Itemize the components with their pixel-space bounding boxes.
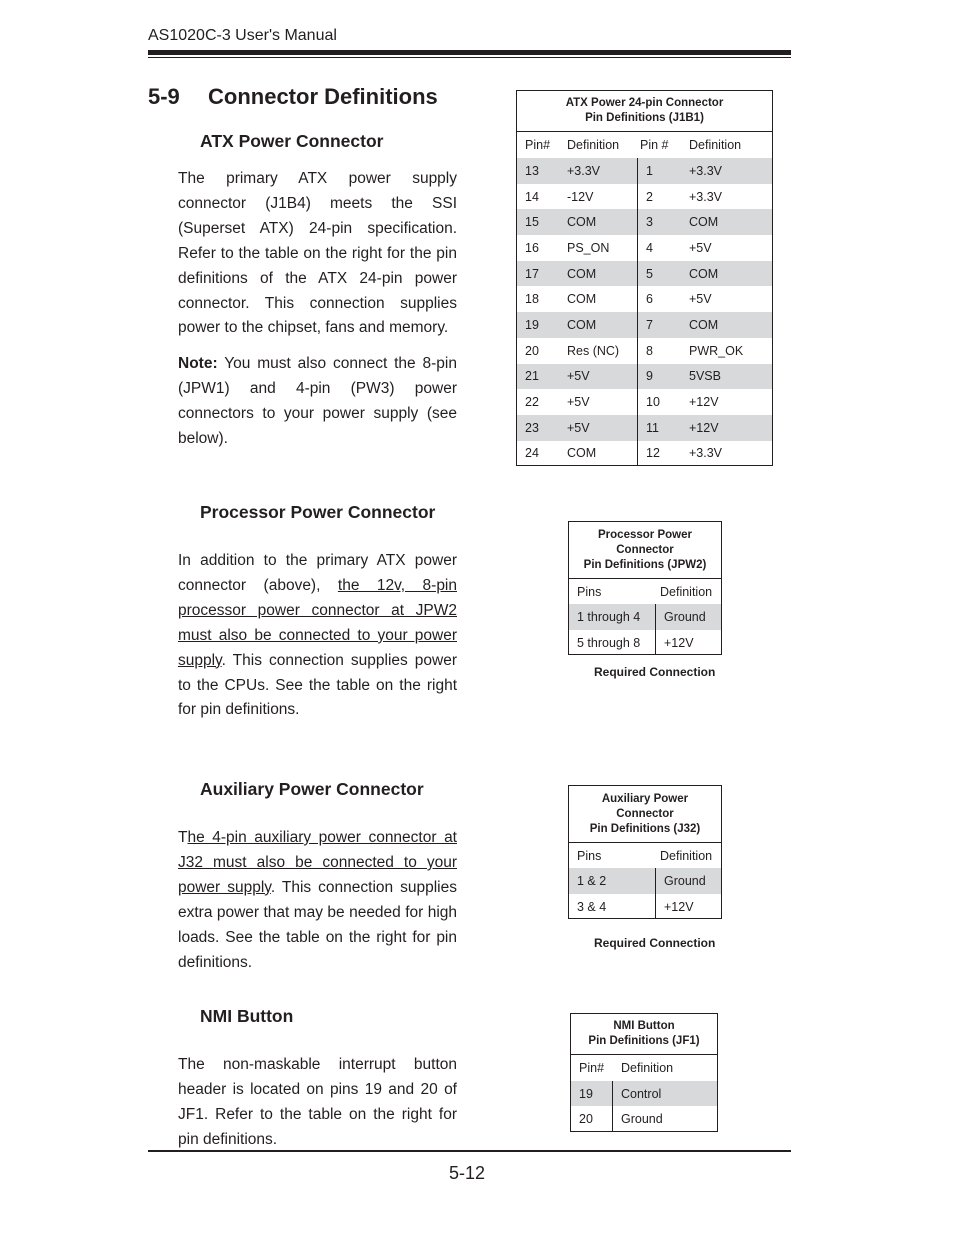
table-cell: +12V (664, 635, 694, 650)
auxiliary-heading: Auxiliary Power Connector (200, 779, 424, 799)
column-header: Definition (621, 1061, 674, 1075)
table-cell: -12V (559, 184, 638, 210)
table-cell: +12V (689, 420, 719, 435)
column-header: Definition (660, 584, 713, 599)
para-underlined: the 12v, 8-pin processor power connector at JPW2 must also be connected to your power supply (178, 576, 457, 669)
caption-line: Pin Definitions (J32) (589, 822, 701, 835)
column-header: Pin# (525, 138, 551, 152)
column-header: Pin# (579, 1061, 605, 1075)
table-cell: COM (559, 441, 638, 466)
column-header: Pins (577, 584, 602, 599)
table-row (569, 630, 721, 655)
para-text: In addition to the primary ATX power connector (above), (178, 552, 457, 594)
column-header: Definition (689, 138, 742, 152)
atx-note (178, 352, 457, 452)
table-cell: 7 (646, 317, 653, 332)
table-row (517, 158, 772, 184)
atx-paragraph: The primary ATX power supply connector (J1B4) meets the SSI (Superset ATX) 24-pin specification. Refer to the table on the right for the pin definitions of the ATX 24-pin power connector. This connection supplies power to the chipset, fans and memory. (178, 170, 457, 337)
table-row (517, 364, 772, 390)
table-cell: 21 (525, 369, 539, 384)
table-cell: 3 (646, 215, 653, 230)
table-cell: 14 (525, 189, 539, 204)
nmi-paragraph: The non-maskable interrupt button header is located on pins 19 and 20 of JF1. Refer to the table on the right for pin definitions. (178, 1056, 457, 1148)
caption-line: Auxiliary Power (601, 792, 689, 805)
table-cell: 5VSB (689, 369, 721, 384)
note-label: Note: (178, 355, 218, 372)
processor-paragraph (178, 549, 457, 723)
table-cell: 8 (646, 343, 653, 358)
page-number: 5-12 (449, 1163, 486, 1183)
table-cell: 17 (525, 266, 539, 281)
atx-table-caption (517, 91, 772, 132)
column-header: Definition (567, 138, 620, 152)
nmi-heading: NMI Button (200, 1006, 294, 1026)
table-cell: 19 (525, 317, 539, 332)
processor-heading: Processor Power Connector (200, 502, 436, 522)
caption-line: ATX Power 24-pin Connector (565, 97, 724, 109)
table-cell: 16 (525, 240, 539, 255)
table-header-row (569, 843, 721, 868)
table-cell: COM (559, 312, 638, 338)
table-row (517, 338, 772, 364)
auxiliary-pin-table (568, 785, 722, 919)
table-cell: COM (689, 266, 719, 281)
para-underlined: he 4-pin auxiliary power connector at J32 must also be connected to your power supply (178, 829, 457, 896)
para-text: . This connection supplies power to the CPUs. See the table on the right for pin definitions. (178, 651, 457, 719)
table-row (517, 441, 772, 466)
table-cell: +5V (689, 240, 712, 255)
table-cell: 24 (525, 446, 539, 461)
processor-table-caption (569, 522, 721, 579)
table-cell: 10 (646, 395, 660, 410)
table-cell: 11 (646, 420, 659, 435)
table-cell: 1 through 4 (569, 604, 656, 630)
table-row (569, 894, 721, 919)
table-cell: 9 (646, 369, 653, 384)
table-cell: PWR_OK (689, 343, 744, 358)
auxiliary-table-caption (569, 786, 721, 843)
para-text: . This connection supplies extra power that may be needed for high loads. See the table on the right for pin definitions. (178, 878, 457, 971)
table-cell: Ground (664, 874, 706, 888)
table-cell: Control (621, 1086, 662, 1101)
manual-title: AS1020C-3 User's Manual (148, 27, 337, 44)
caption-line: Pin Definitions (JF1) (588, 1035, 700, 1047)
section-title (148, 84, 438, 110)
table-row (517, 261, 772, 287)
auxiliary-required-note: Required Connection (594, 936, 716, 950)
table-cell: 1 (646, 163, 653, 178)
table-cell: 4 (646, 240, 653, 255)
table-row (571, 1081, 717, 1106)
table-row (517, 415, 772, 441)
table-cell: +5V (689, 292, 712, 307)
table-cell: 20 (525, 343, 539, 358)
table-cell: Ground (621, 1111, 663, 1126)
auxiliary-paragraph (178, 826, 457, 975)
section-number: 5-9 (148, 84, 180, 109)
table-cell: +5V (559, 415, 638, 441)
table-cell: 23 (525, 420, 539, 435)
table-row (517, 184, 772, 210)
footer-rule (148, 1150, 791, 1152)
processor-pin-table (568, 521, 722, 655)
table-cell: 2 (646, 189, 653, 204)
table-cell: 3 & 4 (569, 894, 656, 919)
atx-heading: ATX Power Connector (200, 131, 384, 151)
nmi-table-caption (571, 1014, 717, 1055)
para-text: T (178, 829, 188, 846)
table-cell: COM (689, 317, 719, 332)
column-header: Pins (577, 848, 602, 863)
table-row (517, 235, 772, 261)
table-row (517, 312, 772, 338)
table-cell: 22 (525, 395, 539, 410)
table-cell: PS_ON (559, 235, 638, 261)
table-cell: COM (559, 286, 638, 312)
table-cell: +3.3V (689, 163, 723, 178)
caption-line: NMI Button (613, 1020, 675, 1032)
table-cell: +3.3V (689, 446, 723, 461)
table-row (517, 286, 772, 312)
table-row (571, 1106, 717, 1131)
table-row (569, 868, 721, 894)
table-cell: +5V (559, 364, 638, 390)
atx-table-body (517, 158, 772, 466)
table-row (517, 389, 772, 415)
column-header: Pin # (640, 138, 669, 152)
table-cell: COM (689, 215, 719, 230)
table-cell: 13 (525, 163, 539, 178)
table-cell: 18 (525, 292, 539, 307)
table-header-row (569, 579, 721, 604)
table-header-row (571, 1055, 717, 1081)
table-cell: 5 (646, 266, 653, 281)
caption-line: Pin Definitions (JPW2) (583, 558, 707, 571)
note-text: You must also connect the 8-pin (JPW1) and 4-pin (PW3) power connectors to your power supply (see below). (178, 355, 457, 447)
table-cell: 20 (571, 1106, 613, 1131)
atx-pin-table (516, 90, 773, 466)
caption-line: Connector (616, 543, 674, 556)
nmi-pin-table (570, 1013, 718, 1132)
table-header-row (517, 132, 772, 158)
table-cell: COM (559, 261, 638, 287)
table-cell: +3.3V (559, 158, 638, 184)
table-cell: +3.3V (689, 189, 723, 204)
processor-required-note: Required Connection (594, 665, 716, 679)
header-rule (148, 50, 791, 55)
table-cell: COM (559, 209, 638, 235)
section-heading: Connector Definitions (208, 84, 438, 109)
table-cell: 6 (646, 292, 653, 307)
caption-line: Connector (616, 807, 674, 820)
column-header: Definition (660, 848, 713, 863)
table-cell: 19 (571, 1081, 613, 1106)
table-cell: Res (NC) (559, 338, 638, 364)
caption-line: Processor Power (598, 528, 692, 541)
table-row (517, 209, 772, 235)
table-cell: 12 (646, 446, 660, 461)
table-cell: 1 & 2 (569, 868, 656, 894)
table-cell: 5 through 8 (569, 630, 656, 655)
table-row (569, 604, 721, 630)
caption-line: Pin Definitions (J1B1) (585, 112, 704, 124)
table-cell: 15 (525, 215, 539, 230)
table-cell: +12V (689, 395, 719, 410)
table-cell: +5V (559, 389, 638, 415)
table-cell: Ground (664, 610, 706, 624)
header-rule-thin (148, 57, 791, 58)
table-cell: +12V (664, 899, 694, 914)
